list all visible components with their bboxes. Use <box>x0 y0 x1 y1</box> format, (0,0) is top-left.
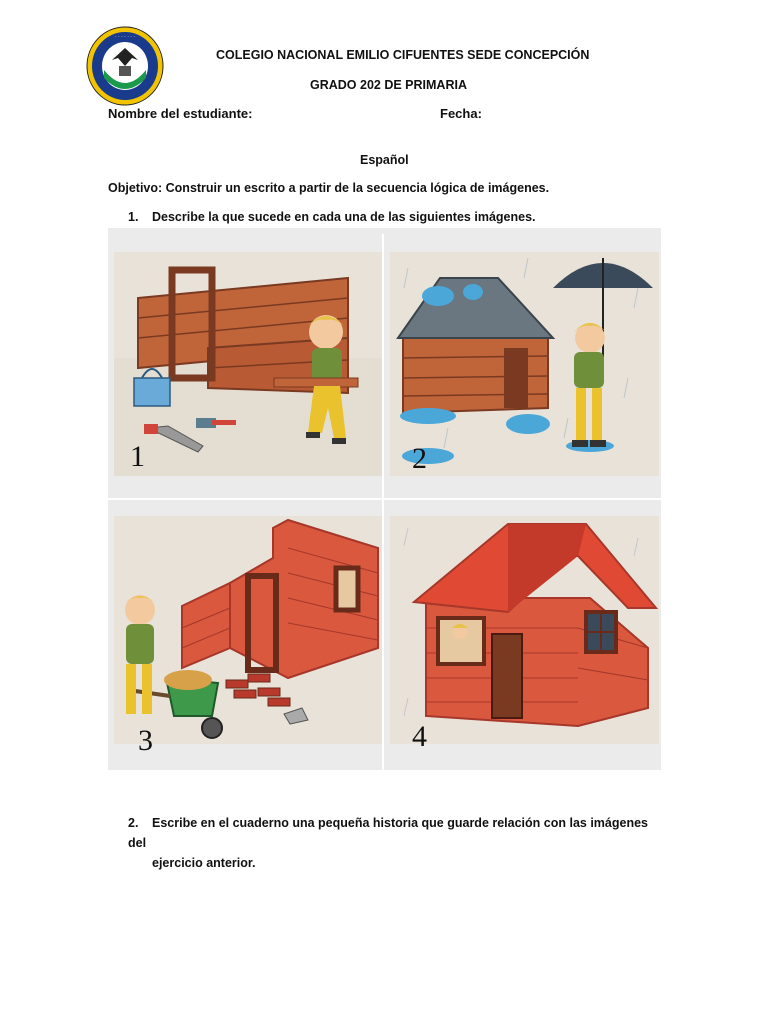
school-name: COLEGIO NACIONAL EMILIO CIFUENTES SEDE CONCEPCIÓN <box>216 48 590 62</box>
panel-3-number: 3 <box>138 724 153 757</box>
panel-1-image <box>114 252 382 476</box>
panel-3-image <box>114 516 382 757</box>
panel-2-number: 2 <box>412 442 427 475</box>
objective-text: Objetivo: Construir un escrito a partir de la secuencia lógica de imágenes. <box>108 181 550 195</box>
svg-text:· · · · · · ·: · · · · · · · <box>115 34 135 40</box>
question-1 <box>128 210 536 224</box>
student-name-label: Nombre del estudiante: <box>108 106 253 121</box>
school-logo <box>86 26 164 106</box>
question-2-text-line2: ejercicio anterior. <box>152 856 256 870</box>
panel-2-image <box>390 252 659 476</box>
panel-4-number: 4 <box>412 720 427 753</box>
date-label: Fecha: <box>440 106 482 121</box>
grade-title: GRADO 202 DE PRIMARIA <box>310 78 467 92</box>
subject-title: Español <box>360 153 409 167</box>
question-2-text-line1: Escribe en el cuaderno una pequeña historia que guarde relación con las imágenes del <box>128 816 648 850</box>
panel-4-image <box>390 516 659 753</box>
panel-1-number: 1 <box>130 440 145 473</box>
question-1-text: Describe la que sucede en cada una de las siguientes imágenes. <box>152 210 536 224</box>
question-2-number: 2. <box>128 816 139 830</box>
question-2 <box>128 813 648 873</box>
question-1-number: 1. <box>128 210 139 224</box>
image-sequence-grid <box>108 228 661 770</box>
